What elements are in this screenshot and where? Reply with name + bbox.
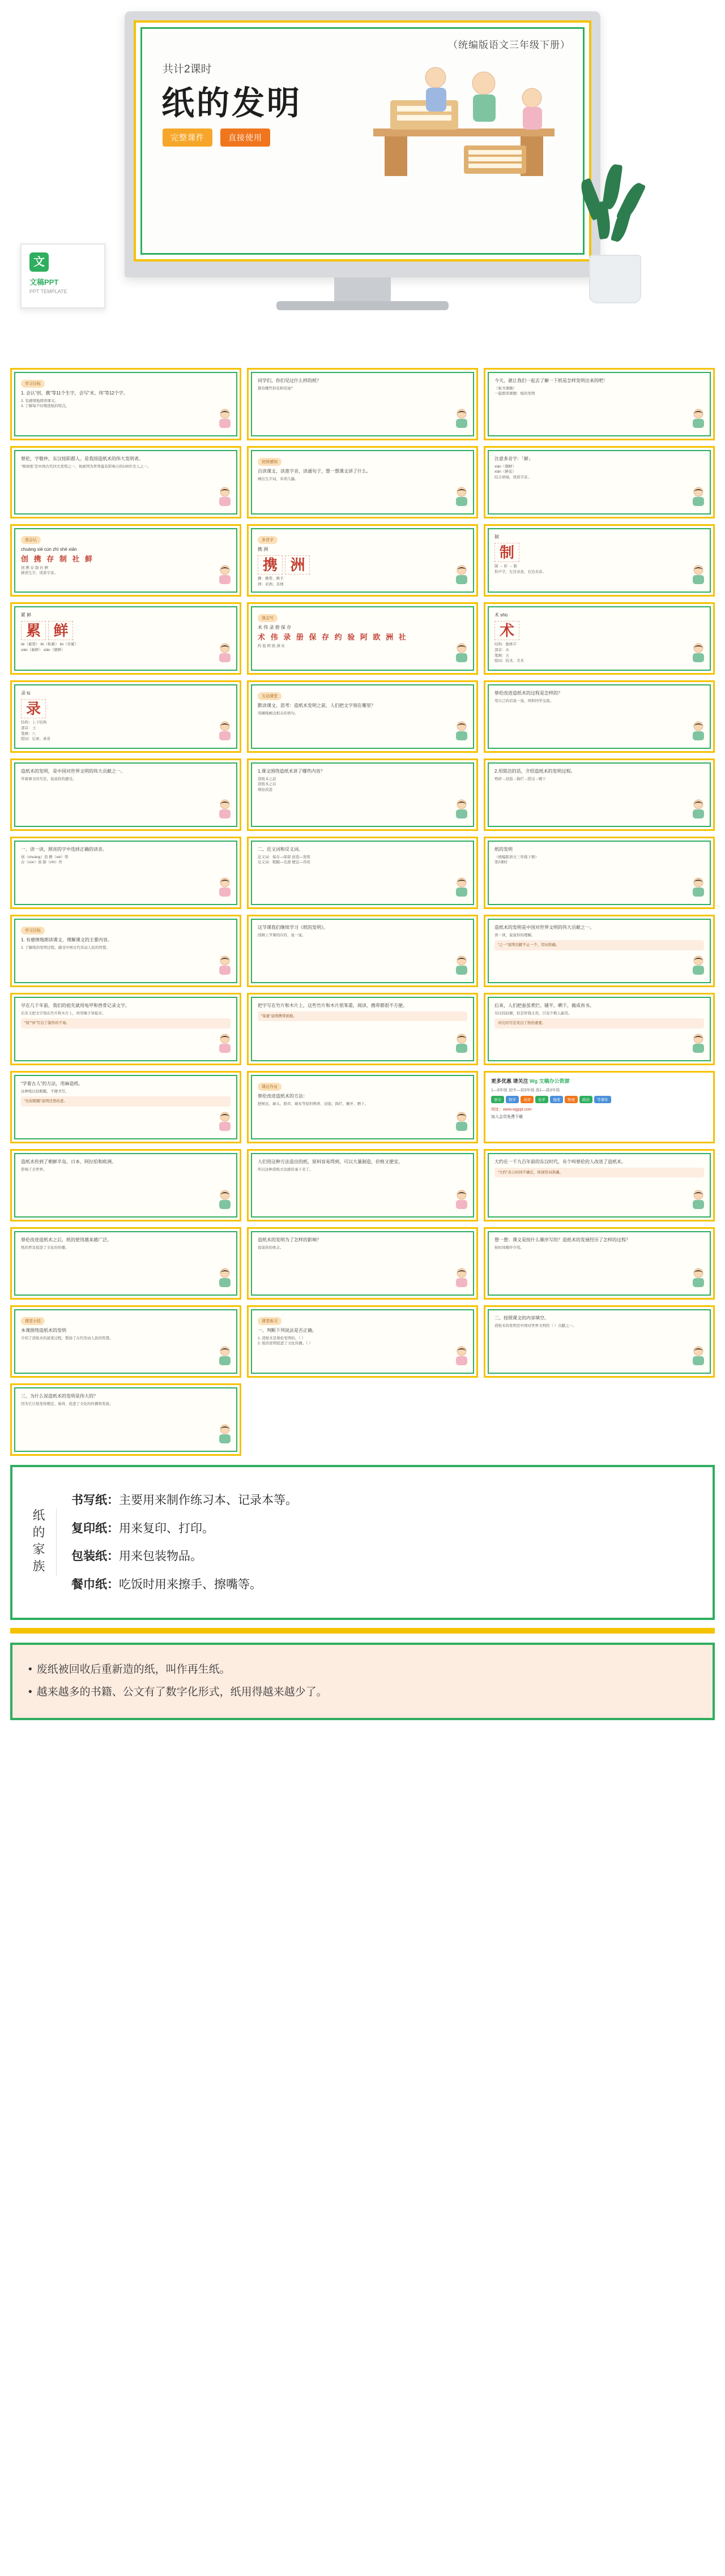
- badge-ready: 直接使用: [220, 128, 270, 147]
- slide-thumbnail[interactable]: [10, 1227, 241, 1300]
- character-row: 创 携 存 制 社 鲜: [21, 554, 95, 563]
- ad-grades: 1—9年级 初中—初3年级 高1—高3年级: [491, 1088, 560, 1092]
- slide-title: 大约在一千九百年前的东汉时代，有个叫蔡伦的人改进了造纸术。: [494, 1159, 626, 1164]
- list-item: [71, 1575, 696, 1595]
- slide-body: “蔡侯纸”是中国古代四大发明之一，他被列为世界最有影响力的100位名人之一。: [21, 464, 151, 469]
- slide-title: 携 洲: [258, 547, 268, 552]
- slide-body: 回顾上节课的内容，说一说。: [258, 933, 306, 937]
- slide-title: 想一想：课文是按什么顺序写的？造纸术的发展经历了怎样的过程？: [494, 1237, 630, 1242]
- slide-frame: [14, 1153, 237, 1218]
- slide-title: “学着古人”的方法，用麻造纸。: [21, 1081, 83, 1086]
- teaching-note: “笨重”说明携带困难。: [258, 1011, 467, 1022]
- slide-thumbnail[interactable]: [247, 602, 478, 675]
- slide-title: 注意多音字：「鲜」: [494, 456, 533, 461]
- slide-title: 这节课我们继续学习《纸的发明》。: [258, 925, 328, 930]
- slide-thumbnail[interactable]: [484, 993, 715, 1065]
- slide-thumbnail[interactable]: [484, 758, 715, 831]
- teaching-note: “刻”“穿”写出了制作的不易。: [21, 1018, 231, 1028]
- slide-title: 二、近义词和反义词。: [258, 847, 303, 852]
- slide-body: 画出生字词，多读几遍。: [258, 477, 298, 481]
- slide-title: 今天，就让我们一起去了解一下纸是怎样发明出来的吧！: [494, 378, 608, 383]
- slide-thumbnail[interactable]: [484, 1149, 715, 1221]
- character-mascot: [454, 877, 470, 902]
- slide-body: xiǎn（朝鲜） xiān（鲜花） 结合语境，读准字音。: [494, 464, 531, 480]
- slide-frame: [251, 606, 474, 671]
- slide-frame: [488, 528, 711, 593]
- slide-thumbnail[interactable]: [10, 758, 241, 831]
- character-mascot: [454, 565, 470, 589]
- slide-body: 把树皮、麻头、稻草、破布等原料剪碎、浸泡、捣烂、摊开、晒干。: [258, 1101, 368, 1106]
- slide-frame: [14, 1387, 237, 1452]
- slide-tag: 多音字: [258, 536, 278, 544]
- character-mascot: [690, 1346, 706, 1370]
- paper-type-name: 餐巾纸：: [71, 1578, 119, 1591]
- slide-title: 制: [494, 534, 499, 539]
- ad-headline: [491, 1077, 707, 1085]
- teaching-note: “之一”说明贡献不止一个，用词准确。: [494, 940, 704, 950]
- decorative-plant: [572, 153, 657, 311]
- slide-frame: [14, 919, 237, 983]
- character-mascot: [217, 643, 233, 667]
- slide-thumbnail[interactable]: [10, 1071, 241, 1143]
- slide-body: 用横线画出相关的语句。: [258, 711, 298, 715]
- slide-body: 造纸术之前 造纸术之后 蔡伦改进: [258, 777, 276, 792]
- ad-subject-tag[interactable]: 数学: [506, 1096, 519, 1103]
- paper-family-side-label: 纸的家族: [29, 1508, 57, 1576]
- slide-title: 默读课文，思考：造纸术发明之前，人们把文字刻在哪里？: [258, 703, 376, 708]
- slide-title: 蔡伦改进造纸术之后，纸的使用越来越广泛。: [21, 1237, 112, 1242]
- slide-title: 自读课文，读准字音，读通句子，想一想课文讲了什么。: [258, 469, 371, 474]
- character-mascot: [217, 1268, 233, 1292]
- slide-frame: [14, 1231, 237, 1296]
- character-mascot: [217, 487, 233, 511]
- slide-frame: [488, 372, 711, 436]
- monitor-frame: [125, 11, 600, 277]
- list-item: [71, 1547, 696, 1566]
- slide-frame: [14, 528, 237, 593]
- ad-subject-tag[interactable]: 物理: [565, 1096, 578, 1103]
- slide-frame: [488, 684, 711, 749]
- character-mascot: [217, 565, 233, 589]
- slide-body: léi（累赘） lěi（积累） lèi（劳累） xiān（新鲜） xiǎn（朝鲜）: [21, 642, 79, 652]
- brand-logo: 文: [29, 252, 49, 272]
- character-mascot: [217, 1190, 233, 1214]
- slide-title: 1.课文围绕造纸术讲了哪些内容？: [258, 769, 325, 774]
- slide-frame: [251, 762, 474, 827]
- ad-subject-tag[interactable]: 政治: [579, 1096, 592, 1103]
- title-slide: [140, 27, 585, 255]
- slide-thumbnail[interactable]: [247, 680, 478, 753]
- slide-body: 纸的普及促进了文化的传播。: [21, 1245, 69, 1250]
- slide-title: 2.用简洁的话，介绍造纸术的发明过程。: [494, 769, 575, 774]
- slide-body: 剪碎→浸泡→捣烂→捞出→晒干: [494, 777, 546, 781]
- ad-headline-prefix: 更多优惠 请关注: [491, 1078, 528, 1084]
- ad-url[interactable]: 网址：www.wgppt.com: [491, 1108, 532, 1112]
- papermaking-illustration: [351, 44, 577, 196]
- slide-thumbnail[interactable]: [247, 1071, 478, 1143]
- slide-title: 造纸术传到了朝鲜半岛、日本、阿拉伯和欧洲。: [21, 1159, 116, 1164]
- slide-body: 结构：独体字 部首：木 笔画：五 组词：技术、美术: [494, 642, 524, 663]
- brand-name: 文稿PPT: [29, 278, 59, 286]
- ad-subject-tag[interactable]: 英语: [521, 1096, 534, 1103]
- slide-thumbnail[interactable]: [484, 602, 715, 675]
- slide-body: 创（chuàng）造 携（xié）带 存（cún）放 制（zhì）作: [21, 855, 69, 865]
- slide-title: 1. 会认“创、携”等11个生字，会写“术、伟”等12个字。: [21, 391, 128, 396]
- character-mascot: [690, 1034, 706, 1058]
- slide-tag: 课堂小结: [21, 1317, 45, 1325]
- character-card: 洲: [285, 555, 310, 575]
- character-mascot: [217, 1346, 233, 1370]
- slide-title: 后来，人们把蚕茧煮烂、铺平、晒干，做成帛书。: [494, 1003, 594, 1008]
- character-mascot: [690, 721, 706, 745]
- advertisement-tile[interactable]: [484, 1071, 715, 1143]
- character-mascot: [690, 799, 706, 824]
- slide-thumbnail[interactable]: [484, 915, 715, 987]
- slide-body: 创 携 存 制 社 鲜 拼读生字，读准字音。: [21, 565, 58, 576]
- slide-thumbnail[interactable]: [484, 446, 715, 518]
- slide-thumbnail[interactable]: [247, 368, 478, 440]
- slide-body: 造纸术的发明是中国对世界文明的（ ）贡献之一。: [494, 1323, 577, 1328]
- hero-section: [0, 0, 725, 362]
- recycled-paper-note: [10, 1643, 715, 1720]
- ad-brand: Wg 文稿办公资源: [530, 1078, 570, 1084]
- slide-title: 同学们，你们见过什么样的纸？: [258, 378, 321, 383]
- slide-title: 造纸术的发明，是中国对世界文明的伟大贡献之一。: [21, 769, 125, 774]
- slide-body: 帛比较轻便，但是价钱太贵，只有少数人能用。: [494, 1011, 572, 1015]
- monitor-stand-base: [276, 301, 449, 310]
- teaching-note: 对比的写法突出了纸的重要。: [494, 1018, 704, 1028]
- character-mascot: [690, 487, 706, 511]
- paper-family-list: [71, 1482, 696, 1603]
- slide-title: 本课围绕造纸术的发明: [21, 1328, 66, 1333]
- character-mascot: [217, 1034, 233, 1058]
- character-mascot: [454, 1268, 470, 1292]
- slide-title: 蔡伦，字敬仲，东汉桂阳郡人。是我国造纸术的伟大发明者。: [21, 456, 143, 461]
- slide-body: 携：携带、携手 洲：亚洲、非洲: [258, 577, 284, 586]
- slide-frame: [14, 841, 237, 905]
- character-mascot: [454, 955, 470, 980]
- slide-thumbnail[interactable]: [484, 1227, 715, 1300]
- monitor-screen: [134, 20, 591, 262]
- slide-frame: [251, 997, 474, 1061]
- slide-title: 人们用这种方法造出的纸，原料容易得到，可以大量制造，价格又便宜。: [258, 1159, 403, 1164]
- brand-card: [20, 243, 105, 308]
- character-mascot: [217, 721, 233, 745]
- slide-thumbnail[interactable]: [247, 1305, 478, 1378]
- slide-frame: [251, 372, 474, 436]
- slide-title: 造纸术的发明是中国对世界文明的伟大贡献之一。: [494, 925, 594, 930]
- slide-body: 近义词：保存—保留 创造—发明 反义词：粗糙—光滑 便宜—昂贵: [258, 855, 310, 865]
- slide-title: 术 伟 录 册 保 存: [258, 625, 292, 630]
- character-card: 累: [21, 621, 46, 641]
- slide-frame: [14, 1309, 237, 1374]
- note-item: • 废纸被回收后重新造的纸，叫作再生纸。: [28, 1660, 697, 1680]
- series-label: （统编版语文三年级下册）: [448, 40, 570, 50]
- slide-title: chuàng xié cún zhì shè xiān: [21, 547, 77, 552]
- slide-frame: [251, 1153, 474, 1218]
- character-mascot: [454, 799, 470, 824]
- list-item: [71, 1519, 696, 1538]
- paper-type-desc: 吃饭时用来擦手、擦嘴等。: [119, 1578, 262, 1591]
- slide-frame: [14, 372, 237, 436]
- slide-body: 2. 了解纸的发明过程，感受中国古代劳动人民的智慧。: [21, 945, 110, 950]
- plant-pot: [589, 255, 641, 303]
- character-mascot: [217, 955, 233, 980]
- slide-thumbnail-grid: [0, 362, 725, 1456]
- slide-thumbnail[interactable]: [247, 915, 478, 987]
- teaching-note: “大约”表示时间不确定，体现用词准确。: [494, 1168, 704, 1178]
- slide-thumbnail[interactable]: [247, 1149, 478, 1221]
- slide-thumbnail[interactable]: [10, 680, 241, 753]
- slide-frame: [251, 841, 474, 905]
- slide-body: 介绍了造纸术的演变过程，赞扬了古代劳动人民的智慧。: [21, 1336, 113, 1340]
- slide-thumbnail[interactable]: [484, 680, 715, 753]
- slide-tag: 互动课堂: [258, 692, 282, 700]
- list-item: [71, 1491, 696, 1510]
- slide-frame: [488, 1153, 711, 1218]
- slide-frame: [14, 762, 237, 827]
- paper-type-desc: 用来包装物品。: [119, 1550, 202, 1563]
- character-card: 制: [494, 543, 519, 563]
- character-card: 术: [494, 621, 519, 641]
- slide-title: 蔡伦改进造纸术的过程是怎样的？: [494, 691, 562, 696]
- slide-title: 录 lù: [21, 691, 31, 696]
- slide-tag: 学习目标: [21, 927, 45, 935]
- paper-type-desc: 主要用来制作练习本、记录本等。: [119, 1494, 297, 1507]
- slide-title: 蔡伦改进造纸术的方法：: [258, 1094, 308, 1099]
- slide-body: 约 验 阿 欧 洲 社: [258, 644, 285, 648]
- slide-thumbnail[interactable]: [484, 1305, 715, 1378]
- brand-subtitle: PPT TEMPLATE: [29, 289, 67, 294]
- slide-body: 都有哪些形状和用途？: [258, 386, 295, 391]
- slide-thumbnail[interactable]: [10, 1149, 241, 1221]
- slide-body: 2. 有感情地朗读课文。 3. 了解每个时期造纸的特点。: [21, 398, 70, 409]
- character-mascot: [454, 409, 470, 433]
- character-card: 携: [258, 555, 283, 575]
- slide-body: 所以这种造纸方法就传承下来了。: [258, 1167, 313, 1172]
- character-mascot: [690, 1268, 706, 1292]
- slide-title: 纸的发明: [494, 847, 513, 852]
- slide-body: 说说你的体会。: [258, 1245, 284, 1250]
- paper-type-desc: 用来复印、打印。: [119, 1521, 214, 1535]
- slide-title: 早在几千年前，我们的祖先就用龟甲和兽骨记录文字。: [21, 1003, 130, 1008]
- slide-tag: 课后作业: [258, 1083, 282, 1091]
- slide-frame: [251, 684, 474, 749]
- monitor-mockup: [125, 11, 600, 311]
- slide-frame: [251, 1309, 474, 1374]
- ad-subject-tag[interactable]: 语文: [491, 1096, 504, 1103]
- slide-thumbnail[interactable]: [10, 993, 241, 1065]
- character-mascot: [217, 409, 233, 433]
- paper-type-name: 书写纸：: [71, 1494, 119, 1507]
- slide-body: 读一读，说说你的理解。: [494, 933, 535, 937]
- slide-thumbnail[interactable]: [10, 602, 241, 675]
- slide-frame: [488, 762, 711, 827]
- character-mascot: [454, 487, 470, 511]
- slide-body: 按时间顺序介绍。: [494, 1245, 524, 1250]
- slide-thumbnail[interactable]: [247, 524, 478, 597]
- slide-thumbnail[interactable]: [247, 993, 478, 1065]
- character-mascot: [454, 1190, 470, 1214]
- character-mascot: [217, 1112, 233, 1136]
- page-title: 纸的发明: [161, 85, 302, 122]
- character-mascot: [690, 955, 706, 980]
- slide-body: 影响了全世界。: [21, 1167, 47, 1172]
- character-mascot: [454, 1346, 470, 1370]
- slide-title: 一、判断下列说法是否正确。: [258, 1328, 317, 1333]
- slide-frame: [251, 450, 474, 515]
- slide-body: 制 → 彩 → 制 形声字，左边表意，右边表音。: [494, 564, 546, 574]
- character-mascot: [690, 1190, 706, 1214]
- character-mascot: [454, 643, 470, 667]
- character-card: 鲜: [48, 621, 73, 641]
- slide-tag: 我会写: [258, 614, 278, 622]
- slide-thumbnail[interactable]: [10, 837, 241, 909]
- slide-body: 学着课文的写法，说说你的感受。: [21, 777, 76, 781]
- ad-subject-tag[interactable]: 等课件: [594, 1096, 611, 1103]
- character-mascot: [690, 877, 706, 902]
- paper-family-panel: [10, 1465, 715, 1620]
- slide-thumbnail[interactable]: [247, 837, 478, 909]
- slide-thumbnail[interactable]: [484, 368, 715, 440]
- slide-frame: [14, 606, 237, 671]
- slide-thumbnail[interactable]: [484, 524, 715, 597]
- slide-frame: [14, 997, 237, 1061]
- slide-tag: 学习目标: [21, 380, 45, 388]
- slide-frame: [251, 1231, 474, 1296]
- paper-type-name: 包装纸：: [71, 1550, 119, 1563]
- slide-frame: [488, 997, 711, 1061]
- character-mascot: [454, 1112, 470, 1136]
- badge-complete: 完整课件: [163, 128, 212, 147]
- ad-subject-tag[interactable]: 地理: [550, 1096, 563, 1103]
- slide-thumbnail[interactable]: [247, 758, 478, 831]
- slide-title: 三、为什么说造纸术的发明是伟大的？: [21, 1394, 98, 1399]
- slide-body: 因为它让纸变得便宜、易得，促进了文化的传播和发展。: [21, 1401, 113, 1406]
- slide-frame: [488, 919, 711, 983]
- character-mascot: [454, 721, 470, 745]
- slide-body: （统编版语文三年级下册） 第2课时: [494, 855, 539, 865]
- slide-title: 1. 有感情地朗读课文，理解课文的主要内容。: [21, 937, 112, 942]
- slide-title: 把字写在竹片和木片上，这些竹片和木片很笨重，阅读、携带都很不方便。: [258, 1003, 407, 1008]
- slide-body: 这种纸比较粗糙，不便书写。: [21, 1089, 69, 1094]
- slide-frame: [251, 528, 474, 593]
- slide-title: 二、按照课文的内容填空。: [494, 1315, 549, 1321]
- character-mascot: [217, 1424, 233, 1448]
- slide-frame: [14, 450, 237, 515]
- character-mascot: [690, 565, 706, 589]
- slide-frame: [488, 1309, 711, 1374]
- slide-body: 结构：上下结构 部首：彐 笔画：八 组词：记录、录音: [21, 721, 50, 741]
- character-card: 录: [21, 699, 46, 719]
- teaching-note: “比较粗糙”说明还需改进。: [21, 1096, 231, 1107]
- slide-thumbnail[interactable]: [484, 837, 715, 909]
- character-mascot: [690, 409, 706, 433]
- slide-frame: [488, 450, 711, 515]
- lesson-count-label: 共计2课时: [163, 63, 212, 75]
- slide-frame: [488, 841, 711, 905]
- slide-frame: [14, 1075, 237, 1139]
- character-mascot: [690, 643, 706, 667]
- divider-bar: [10, 1628, 715, 1634]
- slide-frame: [14, 684, 237, 749]
- badge-row: [163, 128, 270, 147]
- note-item: • 越来越多的书籍、公文有了数字化形式，纸用得越来越少了。: [28, 1682, 697, 1703]
- slide-thumbnail[interactable]: [10, 368, 241, 440]
- slide-tag: 课堂练习: [258, 1317, 282, 1325]
- slide-body: （板书课题） 一起朗读课题：纸的发明: [494, 386, 535, 396]
- character-mascot: [217, 799, 233, 824]
- monitor-stand-neck: [334, 277, 391, 302]
- slide-title: 造纸术的发明为了怎样的影响？: [258, 1237, 321, 1242]
- slide-frame: [251, 1075, 474, 1139]
- slide-thumbnail[interactable]: [10, 446, 241, 518]
- slide-frame: [488, 1231, 711, 1296]
- slide-body: 用自己的话说一说，再和同学交流。: [494, 698, 553, 703]
- slide-thumbnail[interactable]: [10, 915, 241, 987]
- slide-frame: [251, 919, 474, 983]
- slide-tag: 我会认: [21, 536, 41, 544]
- character-mascot: [454, 1034, 470, 1058]
- ad-join-text[interactable]: 加入会员免费下载: [491, 1115, 523, 1119]
- slide-thumbnail[interactable]: [10, 1305, 241, 1378]
- slide-title: 累 鲜: [21, 612, 32, 618]
- ad-subject-tags: [491, 1096, 707, 1103]
- slide-body: 后来又把文字刻在竹片和木片上，再用绳子穿起来。: [21, 1011, 106, 1015]
- slide-title: 术 shù: [494, 612, 508, 618]
- ad-subject-tag[interactable]: 化学: [535, 1096, 548, 1103]
- slide-thumbnail[interactable]: [247, 446, 478, 518]
- slide-title: 一、读一读，照亮的字中选择正确的读音。: [21, 847, 107, 852]
- slide-body: 1. 造纸术是蔡伦发明的。（ ） 2. 纸的发明促进了文化传播。（ ）: [258, 1336, 313, 1346]
- slide-tag: 初读感知: [258, 458, 282, 466]
- character-mascot: [217, 877, 233, 902]
- slide-frame: [488, 606, 711, 671]
- paper-type-name: 复印纸：: [71, 1521, 119, 1535]
- character-row: 术 伟 录 册 保 存 约 验 阿 欧 洲 社: [258, 632, 408, 641]
- slide-thumbnail[interactable]: [10, 1383, 241, 1456]
- slide-thumbnail[interactable]: [10, 524, 241, 597]
- slide-thumbnail[interactable]: [247, 1227, 478, 1300]
